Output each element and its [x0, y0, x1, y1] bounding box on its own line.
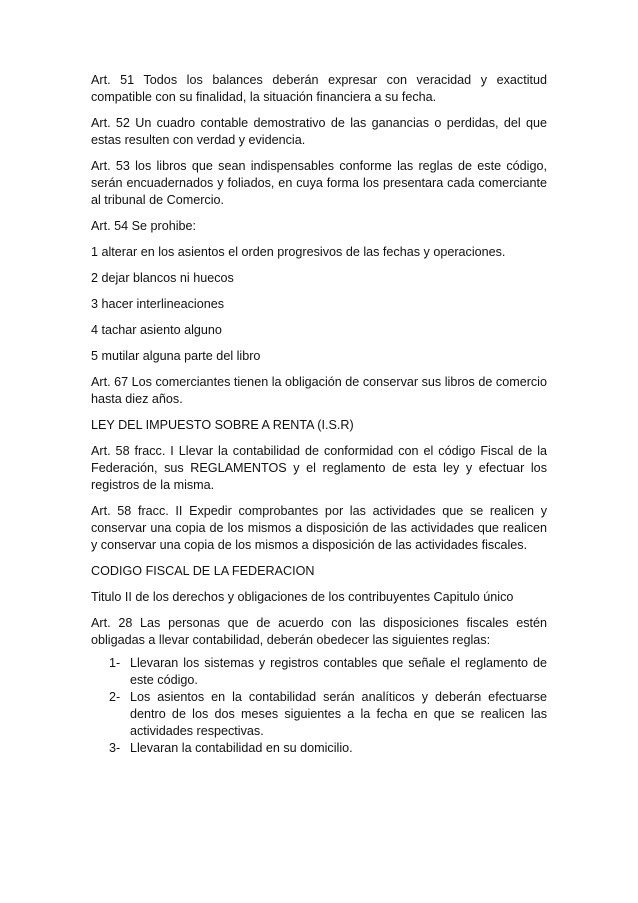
- rules-list: [91, 655, 547, 757]
- paragraph-art-58-fracc-ii: Art. 58 fracc. II Expedir comprobantes por las actividades que se realicen y conservar una copia de los mismos a disposición de las actividades que realicen y conservar una copia de los mismos a disposición de las actividades fiscales.: [91, 504, 547, 552]
- list-item: [91, 689, 547, 740]
- prohibition-item-4: 4 tachar asiento alguno: [91, 323, 222, 337]
- document-body: [91, 72, 547, 757]
- paragraph-art-54: Art. 54 Se prohibe:: [91, 219, 197, 233]
- title-chapter-line: Titulo II de los derechos y obligaciones de los contribuyentes Capitulo único: [91, 590, 514, 604]
- list-item: [91, 655, 547, 689]
- section-heading-isr: LEY DEL IMPUESTO SOBRE A RENTA (I.S.R): [91, 418, 354, 432]
- list-item-number: 1-: [109, 656, 121, 670]
- section-heading-cff: CODIGO FISCAL DE LA FEDERACION: [91, 564, 315, 578]
- paragraph-art-52: Art. 52 Un cuadro contable demostrativo de las ganancias o perdidas, del que estas resulten con verdad y evidencia.: [91, 116, 547, 147]
- list-item-text: Llevaran los sistemas y registros contables que señale el reglamento de este código.: [130, 656, 547, 687]
- list-item-number: 2-: [109, 690, 121, 704]
- prohibition-item-3: 3 hacer interlineaciones: [91, 297, 225, 311]
- list-item-text: Llevaran la contabilidad en su domicilio.: [130, 741, 353, 755]
- prohibition-item-2: 2 dejar blancos ni huecos: [91, 271, 234, 285]
- prohibition-item-5: 5 mutilar alguna parte del libro: [91, 349, 261, 363]
- paragraph-art-67: Art. 67 Los comerciantes tienen la obligación de conservar sus libros de comercio hasta diez años.: [91, 375, 547, 406]
- list-item: [91, 740, 547, 757]
- prohibition-item-1: 1 alterar en los asientos el orden progresivos de las fechas y operaciones.: [91, 245, 506, 259]
- paragraph-art-58-fracc-i: Art. 58 fracc. I Llevar la contabilidad de conformidad con el código Fiscal de la Federación, sus REGLAMENTOS y el reglamento de esta ley y efectuar los registros de la misma.: [91, 444, 547, 492]
- paragraph-art-51: Art. 51 Todos los balances deberán expresar con veracidad y exactitud compatible con su finalidad, la situación financiera a su fecha.: [91, 73, 547, 104]
- paragraph-art-53: Art. 53 los libros que sean indispensables conforme las reglas de este código, serán encuadernados y foliados, en cuya forma los presentara cada comerciante al tribunal de Comercio.: [91, 159, 547, 207]
- paragraph-art-28: Art. 28 Las personas que de acuerdo con las disposiciones fiscales estén obligadas a llevar contabilidad, deberán obedecer las siguientes reglas:: [91, 616, 547, 647]
- list-item-number: 3-: [109, 741, 121, 755]
- list-item-text: Los asientos en la contabilidad serán analíticos y deberán efectuarse dentro de los dos meses siguientes a la fecha en que se realicen las actividades respectivas.: [130, 690, 547, 738]
